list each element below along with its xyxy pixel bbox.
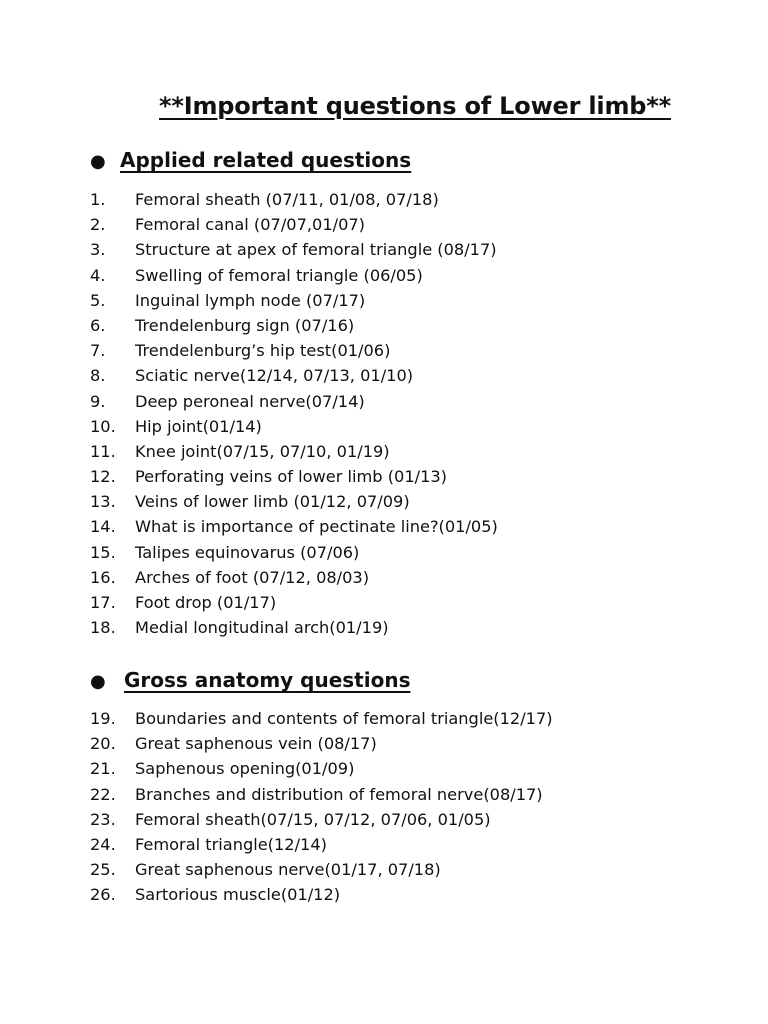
item-number: 11.: [90, 441, 116, 461]
item-text: Trendelenburg’s hip test(01/06): [135, 341, 391, 361]
item-text: Femoral triangle(12/14): [135, 834, 327, 854]
item-text: Deep peroneal nerve(07/14): [135, 391, 365, 411]
list-item: [90, 590, 498, 615]
list-item: [90, 782, 553, 807]
item-number: 20.: [90, 734, 116, 754]
item-text: Great saphenous vein (08/17): [135, 734, 377, 754]
list-item: [90, 832, 553, 857]
item-number: 2.: [90, 215, 106, 235]
page-title: **Important questions of Lower limb**: [159, 92, 671, 120]
item-text: Femoral canal (07/07,01/07): [135, 215, 365, 235]
list-item: [90, 313, 498, 338]
item-text: Inguinal lymph node (07/17): [135, 290, 366, 310]
section-heading-gross: [90, 668, 410, 692]
item-text: Femoral sheath(07/15, 07/12, 07/06, 01/05): [135, 809, 491, 829]
item-text: What is importance of pectinate line?(01/05): [135, 517, 498, 537]
item-number: 8.: [90, 366, 106, 386]
item-text: Veins of lower limb (01/12, 07/09): [135, 492, 410, 512]
section-heading-text: Gross anatomy questions: [124, 668, 411, 692]
item-number: 1.: [90, 190, 106, 209]
item-number: 26.: [90, 885, 116, 905]
item-text: Perforating veins of lower limb (01/13): [135, 467, 447, 487]
bullet-icon: ●: [90, 671, 106, 692]
list-item: [90, 237, 498, 262]
list-item: [90, 464, 498, 489]
item-text: Sartorious muscle(01/12): [135, 885, 341, 905]
item-number: 16.: [90, 567, 116, 587]
item-number: 3.: [90, 240, 106, 260]
item-number: 22.: [90, 784, 116, 804]
list-item: [90, 288, 498, 313]
item-text: Medial longitudinal arch(01/19): [135, 618, 389, 638]
item-text: Sciatic nerve(12/14, 07/13, 01/10): [135, 366, 414, 386]
item-text: Femoral sheath (07/11, 01/08, 07/18): [135, 190, 439, 209]
item-number: 12.: [90, 467, 116, 487]
list-item: [90, 756, 553, 781]
item-number: 17.: [90, 593, 116, 612]
section-heading-text: Applied related questions: [120, 148, 412, 172]
list-item: [90, 439, 498, 464]
item-text: Boundaries and contents of femoral triangle(12/17): [135, 709, 553, 728]
item-number: 15.: [90, 542, 116, 562]
list-item: [90, 807, 553, 832]
item-number: 9.: [90, 391, 106, 411]
list-item: [90, 514, 498, 539]
item-text: Hip joint(01/14): [135, 416, 262, 436]
item-text: Trendelenburg sign (07/16): [135, 315, 355, 335]
item-number: 24.: [90, 834, 116, 854]
list-item: [90, 731, 553, 756]
item-number: 10.: [90, 416, 116, 436]
item-text: Branches and distribution of femoral nerve(08/17): [135, 784, 543, 804]
list-item: [90, 212, 498, 237]
list-item: [90, 565, 498, 590]
list-item: [90, 489, 498, 514]
item-number: 4.: [90, 265, 106, 285]
applied-questions-list: [90, 187, 498, 640]
item-text: Foot drop (01/17): [135, 593, 277, 612]
item-number: 6.: [90, 315, 106, 335]
item-text: Knee joint(07/15, 07/10, 01/19): [135, 441, 390, 461]
list-item: [90, 615, 498, 640]
item-number: 18.: [90, 618, 116, 638]
item-text: Structure at apex of femoral triangle (08/17): [135, 240, 497, 260]
list-item: [90, 263, 498, 288]
list-item: [90, 540, 498, 565]
list-item: [90, 857, 553, 882]
item-number: 21.: [90, 759, 116, 779]
section-heading-applied: [90, 148, 411, 172]
item-text: Swelling of femoral triangle (06/05): [135, 265, 423, 285]
item-number: 19.: [90, 709, 116, 728]
item-number: 7.: [90, 341, 106, 361]
list-item: [90, 363, 498, 388]
item-number: 5.: [90, 290, 106, 310]
gross-anatomy-questions-list: [90, 706, 553, 908]
item-number: 13.: [90, 492, 116, 512]
item-text: Saphenous opening(01/09): [135, 759, 355, 779]
item-text: Arches of foot (07/12, 08/03): [135, 567, 370, 587]
list-item: [90, 389, 498, 414]
list-item: [90, 882, 553, 907]
list-item: [90, 338, 498, 363]
item-text: Talipes equinovarus (07/06): [135, 542, 360, 562]
bullet-icon: ●: [90, 151, 106, 172]
item-number: 25.: [90, 860, 116, 880]
item-number: 14.: [90, 517, 116, 537]
list-item: [90, 706, 553, 731]
list-item: [90, 414, 498, 439]
item-number: 23.: [90, 809, 116, 829]
list-item: [90, 187, 498, 212]
item-text: Great saphenous nerve(01/17, 07/18): [135, 860, 441, 880]
